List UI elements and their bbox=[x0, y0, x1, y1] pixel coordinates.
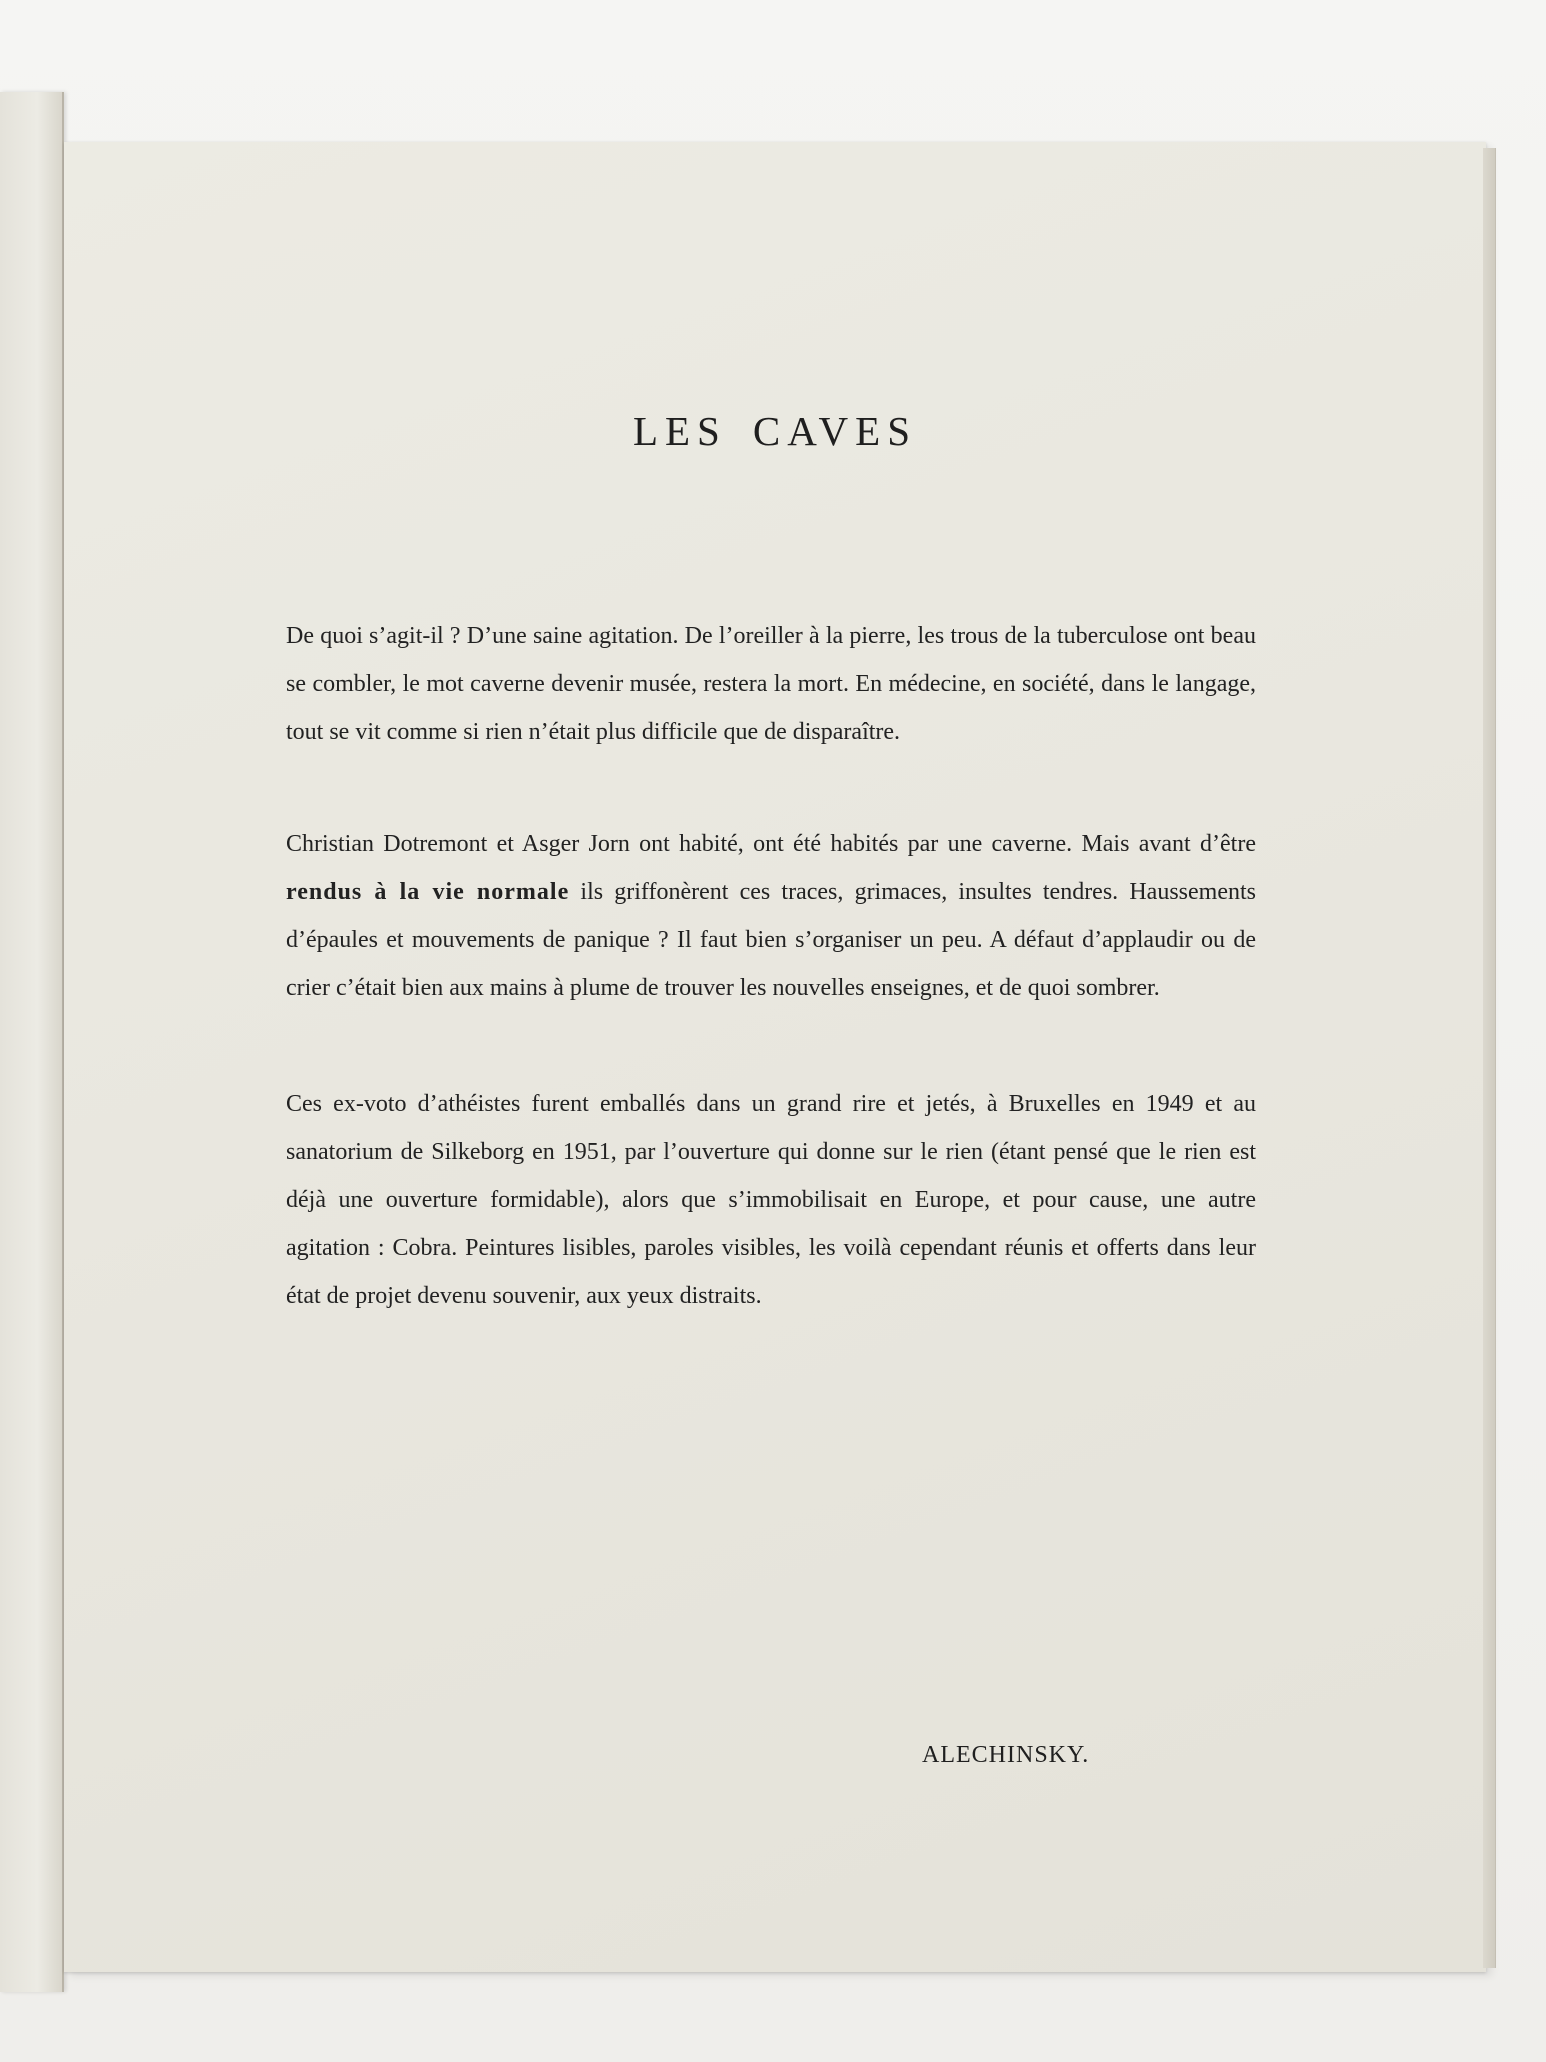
left-facing-page-edge bbox=[0, 92, 64, 1992]
book-page bbox=[64, 142, 1486, 1972]
paragraph-3: Ces ex-voto d’athéistes furent emballés dans un grand rire et jetés, à Bruxelles en 1949 et au sanatorium de Silkeborg en 1951, par l’ouverture qui donne sur le rien (étant pensé que le rien est déjà une ouverture formidable), alors que s’immobilisait en Europe, et pour cause, une autre agitation : Cobra. Peintures lisibles, paroles visibles, les voilà cependant réunis et offerts dans leur état de projet devenu souvenir, aux yeux distraits. bbox=[286, 1091, 1256, 1309]
paragraph-1: De quoi s’agit-il ? D’une saine agitation. De l’oreiller à la pierre, les trous de la tuberculose ont beau se combler, le mot caverne devenir musée, restera la mort. En médecine, en société, dans le langage, tout se vit comme si rien n’était plus difficile que de disparaître. bbox=[286, 623, 1256, 745]
paragraph-2-start: Christian Dotremont et Asger Jorn ont habité, ont été habités par une caverne. Mais avant d’être bbox=[286, 831, 1256, 857]
title-word-caves: CAVES bbox=[752, 408, 918, 454]
author-signature: ALECHINSKY. bbox=[922, 1742, 1090, 1768]
paragraph-2 bbox=[286, 820, 1256, 1012]
title-word-les: LES bbox=[632, 408, 727, 454]
paragraph-2-bold-phrase: rendus à la vie normale bbox=[286, 879, 570, 905]
body-text bbox=[286, 612, 1256, 1384]
page-title bbox=[64, 407, 1486, 455]
paragraph-2-end: ils griffonèrent ces traces, grimaces, insultes tendres. Haussements d’épaules et mouvements de panique ? Il faut bien s’organiser un peu. A défaut d’applaudir ou de crier c’était bien aux mains à plume de trouver les nouvelles enseignes, et de quoi sombrer. bbox=[286, 879, 1256, 1001]
